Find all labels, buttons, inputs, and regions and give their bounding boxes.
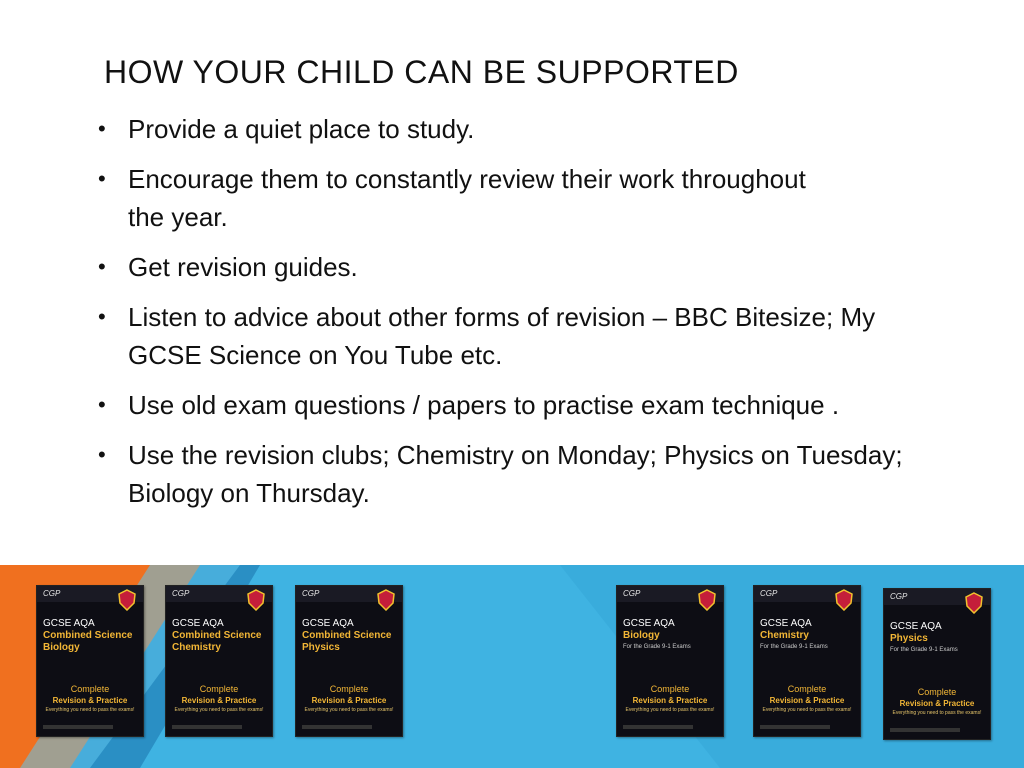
book-exam-board: GCSE AQA [760,618,812,629]
bullet-glyph: • [98,442,106,467]
crest-icon [834,589,854,611]
book-subtitle: Revision & Practice [769,696,845,705]
book-complete-label: Complete [917,687,957,697]
bullet-list [96,110,956,524]
book-exam-board: GCSE AQA [302,618,354,629]
bullet-text: Listen to advice about other forms of revision – BBC Bitesize; My GCSE Science on You Tube etc. [128,302,876,370]
book-tagline: Everything you need to pass the exams! [174,707,264,713]
book-footer-decoration [890,727,960,733]
publisher-label: CGP [43,589,61,598]
bullet-item [96,298,918,374]
book-footer-decoration [760,724,830,730]
bullet-glyph: • [98,166,106,191]
book-complete-label: Complete [199,684,239,694]
book-exam-board: GCSE AQA [623,618,675,629]
bullet-item [96,110,956,148]
book-tagline: Everything you need to pass the exams! [625,707,715,713]
book-complete-label: Complete [650,684,690,694]
publisher-label: CGP [760,589,778,598]
book-tagline: Everything you need to pass the exams! [762,707,852,713]
book-subtitle: Revision & Practice [52,696,128,705]
book-subtitle: Revision & Practice [311,696,387,705]
book-exam-board: GCSE AQA [890,621,942,632]
book-footer-decoration [623,724,693,730]
book-subject-detail: Physics [302,642,340,653]
book-subject-detail: Biology [43,642,80,653]
book-subject-detail: For the Grade 9-1 Exams [760,644,828,650]
book-complete-label: Complete [329,684,369,694]
bullet-text: Encourage them to constantly review their work throughout the year. [128,164,806,232]
book-subject-detail: For the Grade 9-1 Exams [623,644,691,650]
book-subtitle: Revision & Practice [181,696,257,705]
book-footer-decoration [302,724,372,730]
book-cover [616,585,724,737]
book-subject: Biology [623,630,660,641]
book-tagline: Everything you need to pass the exams! [304,707,394,713]
bullet-glyph: • [98,254,106,279]
book-subject: Combined Science [172,630,262,641]
book-cover [36,585,144,737]
bullet-glyph: • [98,116,106,141]
bullet-text: Provide a quiet place to study. [128,114,475,144]
crest-icon [697,589,717,611]
publisher-label: CGP [623,589,641,598]
bullet-glyph: • [98,392,106,417]
publisher-label: CGP [302,589,320,598]
bullet-glyph: • [98,304,106,329]
book-footer-decoration [43,724,113,730]
book-complete-label: Complete [787,684,827,694]
book-exam-board: GCSE AQA [172,618,224,629]
book-complete-label: Complete [70,684,110,694]
book-exam-board: GCSE AQA [43,618,95,629]
book-cover [165,585,273,737]
book-subtitle: Revision & Practice [899,699,975,708]
decorative-band [0,565,1024,768]
crest-icon [117,589,137,611]
bullet-text: Get revision guides. [128,252,358,282]
publisher-label: CGP [172,589,190,598]
book-subject: Physics [890,633,928,644]
slide-title: HOW YOUR CHILD CAN BE SUPPORTED [104,54,739,90]
bullet-item [96,160,828,236]
book-cover [883,588,991,740]
book-tagline: Everything you need to pass the exams! [45,707,135,713]
crest-icon [376,589,396,611]
bullet-item [96,436,978,512]
book-subject-detail: For the Grade 9-1 Exams [890,647,958,653]
bullet-item [96,386,888,424]
book-subject-detail: Chemistry [172,642,221,653]
book-subject: Chemistry [760,630,809,641]
book-cover [753,585,861,737]
publisher-label: CGP [890,592,908,601]
crest-icon [246,589,266,611]
book-tagline: Everything you need to pass the exams! [892,710,982,716]
bullet-item [96,248,956,286]
book-cover [295,585,403,737]
bullet-text: Use the revision clubs; Chemistry on Monday; Physics on Tuesday; Biology on Thursday. [128,440,903,508]
crest-icon [964,592,984,614]
book-subtitle: Revision & Practice [632,696,708,705]
book-subject: Combined Science [302,630,392,641]
book-footer-decoration [172,724,242,730]
book-subject: Combined Science [43,630,133,641]
bullet-text: Use old exam questions / papers to practise exam technique . [128,390,840,420]
